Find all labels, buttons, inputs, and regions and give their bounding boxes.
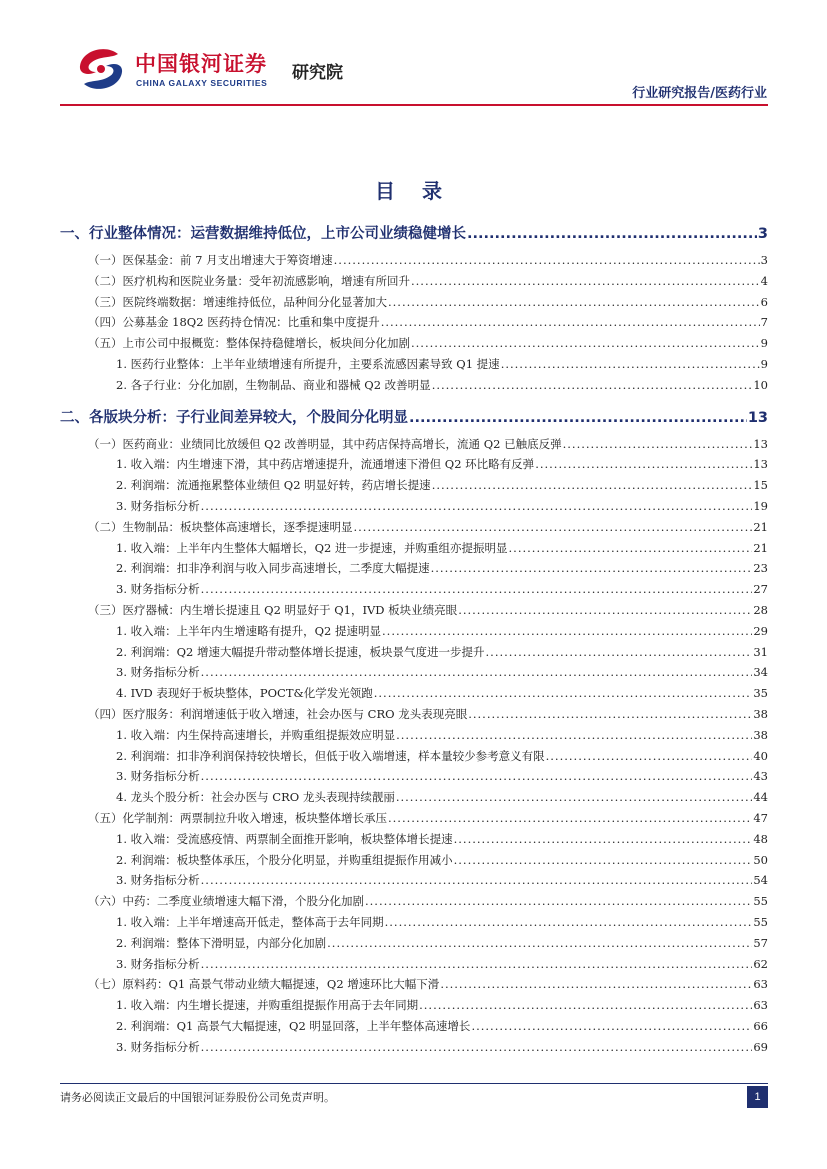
toc-subsection-entry[interactable] bbox=[60, 519, 768, 540]
toc-subsection-entry[interactable] bbox=[60, 335, 768, 356]
toc-entry-page: 63 bbox=[753, 977, 768, 992]
toc-entry-label: 2. 利润端：整体下滑明显，内部分化加剧 bbox=[116, 935, 327, 950]
toc-item-entry[interactable] bbox=[60, 685, 768, 706]
toc-entry-page: 66 bbox=[753, 1018, 768, 1033]
toc-title: 目 录 bbox=[375, 179, 452, 203]
toc-item-entry[interactable] bbox=[60, 498, 768, 519]
dot-leader bbox=[454, 853, 753, 867]
toc-entry-label: 2. 利润端：扣非净利润保持较快增长，但低于收入端增速，样本量较少参考意义有限 bbox=[116, 748, 545, 763]
toc-entry-label: 3. 财务指标分析 bbox=[116, 498, 200, 513]
dot-leader bbox=[471, 1019, 752, 1033]
toc-item-entry[interactable] bbox=[60, 768, 768, 789]
dot-leader bbox=[431, 561, 753, 575]
toc-entry-page: 62 bbox=[753, 956, 768, 971]
toc-entry-page: 69 bbox=[753, 1039, 768, 1054]
toc-entry-page: 21 bbox=[753, 540, 768, 555]
toc-entry-page: 13 bbox=[753, 457, 768, 472]
toc-entry-page: 9 bbox=[760, 336, 768, 351]
toc-item-entry[interactable] bbox=[60, 872, 768, 893]
dot-leader bbox=[396, 728, 752, 742]
toc-subsection-entry[interactable] bbox=[60, 810, 768, 831]
dot-leader bbox=[201, 873, 753, 887]
toc-item-entry[interactable] bbox=[60, 644, 768, 665]
dot-leader bbox=[454, 832, 753, 846]
dot-leader bbox=[334, 253, 760, 267]
toc-entry-page: 6 bbox=[760, 294, 768, 309]
brand-name-en: CHINA GALAXY SECURITIES bbox=[136, 78, 268, 88]
dot-leader bbox=[381, 315, 760, 329]
section-gap bbox=[60, 398, 768, 404]
toc-entry-label: （六）中药：二季度业绩增速大幅下滑，个股分化加剧 bbox=[88, 894, 364, 909]
toc-item-entry[interactable] bbox=[60, 356, 768, 377]
toc-entry-page: 13 bbox=[747, 409, 768, 426]
toc-entry-label: 2. 各子行业：分化加剧，生物制品、商业和器械 Q2 改善明显 bbox=[116, 377, 431, 392]
toc-entry-page: 35 bbox=[753, 686, 768, 701]
toc-subsection-entry[interactable] bbox=[60, 976, 768, 997]
toc-subsection-entry[interactable] bbox=[60, 252, 768, 273]
dot-leader bbox=[201, 499, 753, 513]
dot-leader bbox=[432, 378, 753, 392]
toc-entry-page: 13 bbox=[753, 436, 768, 451]
toc-item-entry[interactable] bbox=[60, 456, 768, 477]
toc-entry-page: 48 bbox=[753, 831, 768, 846]
page-number: 1 bbox=[747, 1086, 768, 1108]
dot-leader bbox=[396, 790, 753, 804]
toc-entry-label: 1. 收入端：内生增长提速，并购重组提振作用高于去年同期 bbox=[116, 998, 419, 1013]
toc-subsection-entry[interactable] bbox=[60, 314, 768, 335]
toc-entry-page: 38 bbox=[753, 706, 768, 721]
toc-entry-page: 28 bbox=[753, 602, 768, 617]
dot-leader bbox=[563, 437, 753, 451]
toc-item-entry[interactable] bbox=[60, 956, 768, 977]
toc-entry-page: 38 bbox=[753, 727, 768, 742]
dot-leader bbox=[374, 686, 753, 700]
dot-leader bbox=[327, 936, 752, 950]
toc-entry-page: 9 bbox=[760, 356, 768, 371]
toc-entry-label: （三）医院终端数据：增速维持低位，品种间分化显著加大 bbox=[88, 294, 387, 309]
toc-entry-page: 27 bbox=[753, 582, 768, 597]
dot-leader bbox=[409, 410, 747, 426]
toc-item-entry[interactable] bbox=[60, 748, 768, 769]
dot-leader bbox=[201, 769, 753, 783]
toc-item-entry[interactable] bbox=[60, 831, 768, 852]
toc-entry-label: （二）医疗机构和医院业务量：受年初流感影响，增速有所回升 bbox=[88, 273, 410, 288]
toc-entry-label: 2. 利润端：板块整体承压，个股分化明显，并购重组提振作用减小 bbox=[116, 852, 453, 867]
institute-label: 研究院 bbox=[292, 63, 343, 83]
dot-leader bbox=[388, 295, 760, 309]
dot-leader bbox=[411, 336, 760, 350]
toc-item-entry[interactable] bbox=[60, 727, 768, 748]
toc-entry-label: （四）公募基金 18Q2 医药持仓情况：比重和集中度提升 bbox=[88, 315, 380, 330]
toc-entry-label: （七）原料药：Q1 高景气带动业绩大幅提速，Q2 增速环比大幅下滑 bbox=[88, 977, 440, 992]
dot-leader bbox=[201, 957, 753, 971]
toc-entry-page: 55 bbox=[753, 914, 768, 929]
toc-entry-label: 2. 利润端：Q1 高景气大幅提速，Q2 明显回落，上半年整体高速增长 bbox=[116, 1018, 471, 1033]
footer-divider bbox=[60, 1083, 768, 1084]
toc-entry-label: （一）医药商业：业绩同比放缓但 Q2 改善明显，其中药店保持高增长，流通 Q2 已触底反弹 bbox=[88, 436, 562, 451]
toc-item-entry[interactable] bbox=[60, 935, 768, 956]
dot-leader bbox=[468, 707, 752, 721]
toc-entry-label: 3. 财务指标分析 bbox=[116, 956, 200, 971]
dot-leader bbox=[411, 274, 760, 288]
toc-entry-page: 19 bbox=[753, 498, 768, 513]
toc-entry-label: 1. 收入端：上半年内生整体大幅增长，Q2 进一步提速，并购重组亦提振明显 bbox=[116, 540, 508, 555]
report-type: 行业研究报告/医药行业 bbox=[632, 86, 767, 101]
toc-subsection-entry[interactable] bbox=[60, 893, 768, 914]
toc-entry-label: 3. 财务指标分析 bbox=[116, 873, 200, 888]
toc-entry-page: 40 bbox=[753, 748, 768, 763]
toc-entry-label: 1. 收入端：受流感疫情、两票制全面推开影响，板块整体增长提速 bbox=[116, 831, 453, 846]
toc-entry-page: 21 bbox=[753, 519, 768, 534]
toc-item-entry[interactable] bbox=[60, 623, 768, 644]
toc-entry-label: 1. 收入端：上半年增速高开低走，整体高于去年同期 bbox=[116, 914, 384, 929]
table-of-contents bbox=[60, 220, 768, 1059]
toc-item-entry[interactable] bbox=[60, 997, 768, 1018]
dot-leader bbox=[509, 541, 753, 555]
dot-leader bbox=[382, 624, 752, 638]
toc-subsection-entry[interactable] bbox=[60, 294, 768, 315]
toc-entry-label: 2. 利润端：流通拖累整体业绩但 Q2 明显好转，药店增长提速 bbox=[116, 478, 431, 493]
dot-leader bbox=[546, 749, 753, 763]
toc-entry-label: 2. 利润端：扣非净利润与收入同步高速增长，二季度大幅提速 bbox=[116, 561, 430, 576]
dot-leader bbox=[419, 998, 752, 1012]
toc-entry-page: 23 bbox=[753, 561, 768, 576]
toc-section-heading[interactable] bbox=[60, 222, 768, 246]
toc-subsection-entry[interactable] bbox=[60, 706, 768, 727]
toc-entry-page: 10 bbox=[753, 377, 768, 392]
toc-entry-label: 2. 利润端：Q2 增速大幅提升带动整体增长提速，板块景气度进一步提升 bbox=[116, 644, 485, 659]
toc-subsection-entry[interactable] bbox=[60, 273, 768, 294]
toc-item-entry[interactable] bbox=[60, 560, 768, 581]
toc-entry-label: 3. 财务指标分析 bbox=[116, 1039, 200, 1054]
toc-entry-label: 4. IVD 表现好于板块整体，POCT&化学发光领跑 bbox=[116, 686, 373, 701]
toc-entry-page: 3 bbox=[757, 226, 768, 242]
toc-entry-label: 4. 龙头个股分析：社会办医与 CRO 龙头表现持续靓丽 bbox=[116, 790, 395, 805]
toc-entry-page: 54 bbox=[753, 873, 768, 888]
toc-subsection-entry[interactable] bbox=[60, 602, 768, 623]
toc-entry-label: 3. 财务指标分析 bbox=[116, 582, 200, 597]
dot-leader bbox=[354, 520, 753, 534]
toc-entry-label: （三）医疗器械：内生增长提速且 Q2 明显好于 Q1，IVD 板块业绩亮眼 bbox=[88, 602, 458, 617]
toc-entry-page: 7 bbox=[760, 315, 768, 330]
toc-entry-label: 1. 医药行业整体：上半年业绩增速有所提升，主要系流感因素导致 Q1 提速 bbox=[116, 356, 500, 371]
dot-leader bbox=[385, 915, 753, 929]
dot-leader bbox=[458, 603, 752, 617]
page-header bbox=[0, 0, 827, 105]
toc-entry-label: 1. 收入端：上半年内生增速略有提升，Q2 提速明显 bbox=[116, 623, 382, 638]
brand-name-cn: 中国银河证券 bbox=[135, 52, 267, 76]
toc-entry-page: 57 bbox=[753, 935, 768, 950]
toc-entry-label: 3. 财务指标分析 bbox=[116, 665, 200, 680]
toc-entry-label: 3. 财务指标分析 bbox=[116, 769, 200, 784]
toc-item-entry[interactable] bbox=[60, 377, 768, 398]
toc-entry-label: 1. 收入端：内生增速下滑，其中药店增速提升，流通增速下滑但 Q2 环比略有反弹 bbox=[116, 457, 535, 472]
toc-entry-label: 二、各版块分析：子行业间差异较大，个股间分化明显 bbox=[60, 409, 408, 426]
toc-entry-page: 47 bbox=[753, 810, 768, 825]
footer-disclaimer: 请务必阅读正文最后的中国银河证券股份公司免责声明。 bbox=[60, 1091, 335, 1104]
dot-leader bbox=[535, 457, 752, 471]
dot-leader bbox=[501, 357, 760, 371]
toc-entry-label: （五）上市公司中报概览：整体保持稳健增长，板块间分化加剧 bbox=[88, 336, 410, 351]
toc-entry-page: 15 bbox=[753, 478, 768, 493]
toc-entry-page: 34 bbox=[753, 665, 768, 680]
dot-leader bbox=[365, 894, 752, 908]
toc-entry-page: 3 bbox=[760, 253, 768, 267]
dot-leader bbox=[467, 226, 757, 242]
toc-item-entry[interactable] bbox=[60, 477, 768, 498]
toc-entry-page: 29 bbox=[753, 623, 768, 638]
dot-leader bbox=[201, 1040, 753, 1054]
toc-item-entry[interactable] bbox=[60, 852, 768, 873]
dot-leader bbox=[388, 811, 752, 825]
toc-item-entry[interactable] bbox=[60, 789, 768, 810]
toc-entry-page: 31 bbox=[753, 644, 768, 659]
toc-entry-label: （五）化学制剂：两票制拉升收入增速，板块整体增长承压 bbox=[88, 810, 387, 825]
toc-entry-page: 50 bbox=[753, 852, 768, 867]
toc-entry-page: 55 bbox=[753, 894, 768, 909]
galaxy-logo-icon bbox=[74, 46, 128, 92]
toc-entry-label: 一、行业整体情况：运营数据维持低位，上市公司业绩稳健增长 bbox=[60, 226, 466, 242]
toc-entry-label: （二）生物制品：板块整体高速增长，逐季提速明显 bbox=[88, 519, 353, 534]
toc-entry-label: （四）医疗服务：利润增速低于收入增速，社会办医与 CRO 龙头表现亮眼 bbox=[88, 706, 468, 721]
toc-entry-label: 1. 收入端：内生保持高速增长，并购重组提振效应明显 bbox=[116, 727, 396, 742]
toc-subsection-entry[interactable] bbox=[60, 436, 768, 457]
toc-entry-page: 63 bbox=[753, 998, 768, 1013]
toc-item-entry[interactable] bbox=[60, 540, 768, 561]
dot-leader bbox=[201, 665, 753, 679]
toc-entry-page: 4 bbox=[760, 273, 768, 288]
toc-item-entry[interactable] bbox=[60, 581, 768, 602]
toc-entry-label: （一）医保基金：前 7 月支出增速大于筹资增速 bbox=[88, 253, 333, 267]
dot-leader bbox=[201, 582, 753, 596]
header-divider bbox=[60, 104, 768, 106]
toc-entry-page: 44 bbox=[753, 790, 768, 805]
dot-leader bbox=[486, 645, 753, 659]
toc-entry-page: 43 bbox=[753, 769, 768, 784]
dot-leader bbox=[432, 478, 753, 492]
toc-item-entry[interactable] bbox=[60, 1039, 768, 1060]
toc-section-heading[interactable] bbox=[60, 406, 768, 430]
dot-leader bbox=[440, 977, 752, 991]
toc-item-entry[interactable] bbox=[60, 664, 768, 685]
toc-item-entry[interactable] bbox=[60, 914, 768, 935]
toc-item-entry[interactable] bbox=[60, 1018, 768, 1039]
